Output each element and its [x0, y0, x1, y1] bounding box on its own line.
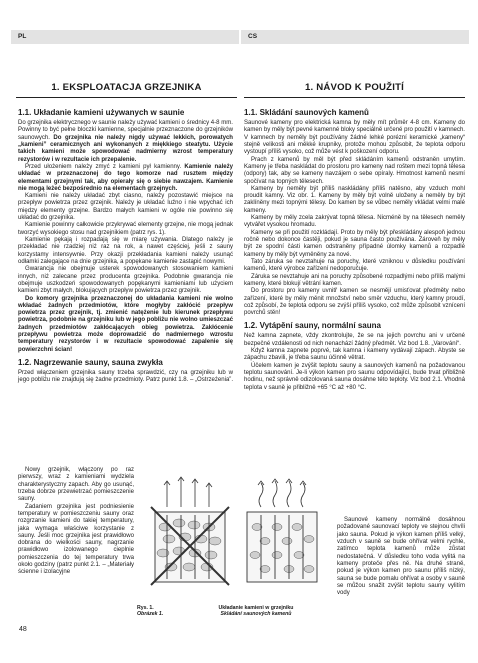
cs-paragraph: Do prostoru pro kameny uvnitř kamen se nesmějí umisťovat předměty nebo zařízení, které by měly měnit množství nebo směr vzduchu, který kamny proudí, což způsobí, že teplota odporu se zvýší příliš vysoko, což může způsobit vznícení povrchů stěn! — [244, 288, 465, 317]
cs-paragraph: Když kamna zapnete poprvé, tak kamna i kameny vydávají zápach. Abyste se zápachu zbavili, je třeba saunu účinně větrat. — [244, 348, 465, 362]
page-number: 48 — [19, 626, 27, 633]
language-tag-pl: PL — [11, 30, 239, 44]
figure-label — [137, 605, 175, 617]
pl-paragraph: Kamienie pękają i rozpadają się w miarę używania. Dlatego należy je przekładać nie rzadziej niż raz na rok, a nawet częściej, jeśli z sauny korzystamy intensywnie. Przy okazji przekładania kamieni należy usunąć odłamki zalegające na dnie grzejnika, a popękane kamienie zastąpić nowymi. — [18, 237, 233, 265]
pl-paragraph: Przed ułożeniem należy zmyć z kamieni pył kamienny. Kamienie należy układać w przeznaczonej do tego komorze nad rusztem między elementami grzejnymi tak, aby opierały się o siebie nawzajem. Kamienie nie mogą leżeć bezpośrednio na elementach grzejnych. — [18, 163, 233, 192]
figure-caption-cs: Skládání saunových kamenů — [220, 611, 292, 618]
correct-stacking-illustration — [247, 479, 317, 582]
cs-paragraph: Než kamna zapnete, vždy zkontrolujte, že se na jejich povrchu ani v určené bezpečné vzdálenosti od nich nenachází žádný předmět. Viz bod 1.8. „Varování“. — [244, 333, 465, 347]
cs-section-2-narrow — [337, 517, 465, 597]
cs-paragraph: Kameny by neměly být příliš naskládány příliš natěsno, aby vzduch mohl proudit kamny. Viz obr. 1. Kameny by měly být volně uloženy a neměly by být zaklíněny mezi topnými tělesy. Do kamen by se vůbec neměly vkládat velmi malé kameny. — [244, 185, 465, 214]
cs-paragraph: Saunové kameny normálně dosáhnou požadované saunovací teploty ve stejnou chvíli jako sauna. Pokud je výkon kamen příliš velký, vzduch v sauně se bude ohřívat velmi rychle, zatímco teplota kamenů může zůstat nedostatečná. V důsledku toho voda vylitá na kameny proteče přes ně. Na druhé straně, pokud je výkon kamen pro saunu příliš nízký, sauna se bude pomalu ohřívat a osoby v sauně se můžou snažit zvýšit teplotu sauny vylitím vody — [337, 517, 465, 597]
cs-paragraph: Záruka se nevztahuje ani na poruchy způsobené rozpadlými nebo příliš malými kameny, které blokují větrání kamen. — [244, 273, 465, 287]
cs-section-1-title: 1.1. Skládání saunových kamenů — [244, 108, 369, 117]
pl-section-2-narrow — [18, 467, 134, 577]
pl-paragraph: Nowy grzejnik, włączony po raz pierwszy, wraz z kamieniami wydziela charakterystyczny zapach. Aby go usunąć, trzeba dobrze przewietrzać pomieszczenie sauny. — [18, 467, 134, 503]
wrong-stacking-illustration — [151, 477, 229, 585]
pl-section-1 — [18, 104, 233, 385]
language-tag-cs: CS — [241, 30, 469, 44]
cs-paragraph: Prach z kamenů by měl být před skládáním kamenů odstraněn umytím. Kameny je třeba naskládat do prostoru pro kameny nad roštem mezi topná tělesa (odpory) tak, aby se kameny navzájem o sebe opíraly. Hmotnost kamenů nesmí spočívat na topných tělesech. — [244, 156, 465, 185]
cs-section-2-title: 1.2. Vytápění sauny, normální sauna — [244, 321, 381, 331]
pl-paragraph: Do komory grzejnika przeznaczonej do układania kamieni nie wolno wkładać żadnych przedmiotów, które mogłyby zakłócić przepływ powietrza przez grzejnik, tj. zmienić natężenie lub kierunek przepływu powietrza, podobnie na grzejniku lub w jego pobliżu nie wolno umieszczać żadnych przedmiotów zakłócających obieg powietrza. Zakłócenie przepływu powietrza może doprowadzić do nadmiernego wzrostu temperatury rezystorów i w rezultacie spowodować zapalenie się powierzchni ścian! — [18, 295, 233, 353]
cs-section-1 — [244, 104, 465, 392]
pl-paragraph: Gwarancja nie obejmuje usterek spowodowanych stosowaniem kamieni innych, niż zalecane przez producenta grzejnika. Podobnie gwarancja nie obejmuje uszkodzeń spowodowanych popękanymi kamieniami lub użyciem kamieni zbyt małych, blokujących przepływ powietrza przez grzejnik. — [18, 266, 233, 295]
pl-paragraph: Przed włączeniem grzejnika sauny trzeba sprawdzić, czy na grzejniku lub w jego pobliżu nie znajdują się żadne przedmioty. Patrz punkt 1.8. – „Ostrzeżenia”. — [18, 370, 234, 384]
cs-paragraph: Kameny se při použití rozkládají. Proto by měly být přeskládány alespoň jednou ročně nebo dokonce častěji, pokud je sauna často používána. Zároveň by měly být ze spodní části kamen odstraněny případné úlomky kamenů a rozpadlé kameny by měly být vyměněny za nové. — [244, 229, 465, 258]
chapter-title-pl: 1. EKSPLOATACJA GRZEJNIKA — [16, 78, 237, 98]
pl-paragraph: Kamieni nie należy układać zbyt ciasno, należy pozostawić miejsce na przepływ powietrza przez grzejnik. Należy je układać luźno i nie wpychać ich między elementy grzejne. Bardzo małych kamieni w ogóle nie powinno się układać do grzejnika. — [18, 193, 233, 222]
cs-paragraph: Kameny by měly zcela zakrývat topná tělesa. Nicméně by na tělesech neměly vytvářet vysokou hromadu. — [244, 215, 465, 229]
stone-stacking-diagram — [137, 467, 335, 602]
cs-paragraph: Účelem kamen je zvýšit teplotu sauny a saunových kamenů na požadovanou teplotu saunování. Je-li výkon kamen pro saunu odpovídající, bude trvat přibližně hodinu, než správně odizolovaná sauna dosáhne této teploty. Viz bod 2.1. Vhodná teplota v sauně je přibližně +65 °C až +80 °C. — [244, 362, 465, 391]
cs-paragraph: Saunové kameny pro elektrická kamna by měly mít průměr 4-8 cm. Kameny do kamen by měly být pevné kamenné bloky speciálně určené pro použití v kamnech. V kamnech by neměly být používány žádné lehké porézní keramické „kameny“ stejně velikosti ani měkké krupniky, protože mohou způsobit, že teplota odporu vystoupí příliš vysoko, což může vést k poškození odporu. — [244, 120, 465, 156]
pl-paragraph: Zadaniem grzejnika jest podniesienie temperatury w pomieszczeniu sauny oraz rozgrzanie kamieni do takiej temperatury, jaka wymaga właściwe korzystanie z sauny. Jeśli moc grzejnika jest prawidłowo dobrana do wielkości sauny, nagrzanie prawidłowo izolowanego cieplnie pomieszczenia do tej temperatury trwa około godziny (patrz punkt 2.1. – „Materiały ścienne i izolacyjne — [18, 503, 134, 576]
chapter-title-cs: 1. NÁVOD K POUŽITÍ — [244, 78, 465, 98]
figure-label-pl: Rys. 1. — [137, 605, 154, 611]
cs-paragraph: Tato záruka se nevztahuje na poruchy, které vzniknou v důsledku používání kamenů, které výrobce zařízení nedoporučuje. — [244, 258, 465, 273]
pl-paragraph: Kamienie powinny całkowicie przykrywać elementy grzejne, nie mogą jednak tworzyć wysokiego stosu nad grzejnikiem (patrz rys. 1). — [18, 222, 233, 236]
pl-section-1-title: 1.1. Układanie kamieni używanych w saunie — [18, 108, 185, 117]
pl-section-2-title: 1.2. Nagrzewanie sauny, sauna zwykła — [18, 358, 163, 367]
figure-caption — [178, 605, 334, 617]
pl-paragraph: Do grzejnika elektrycznego w saunie należy używać kamieni o średnicy 4-8 mm. Powinny to być pełne bloczki kamienne, specjalnie przeznaczone do grzejników saunowych. Do grzejnika nie należy nigdy używać lekkich, porowatych „kamieni” ceramicznych ani wykonanych z miękkiego steatytu. Użycie takich kamieni może spowodować nadmierny wzrost temperatury rezystorów i w rezultacie ich przepalenie. — [18, 120, 233, 163]
stone-stacking-figure — [137, 467, 335, 602]
figure-caption-pl: Układanie kamieni w grzejniku — [218, 605, 294, 611]
figure-label-cs: Obrázek 1. — [137, 611, 164, 618]
